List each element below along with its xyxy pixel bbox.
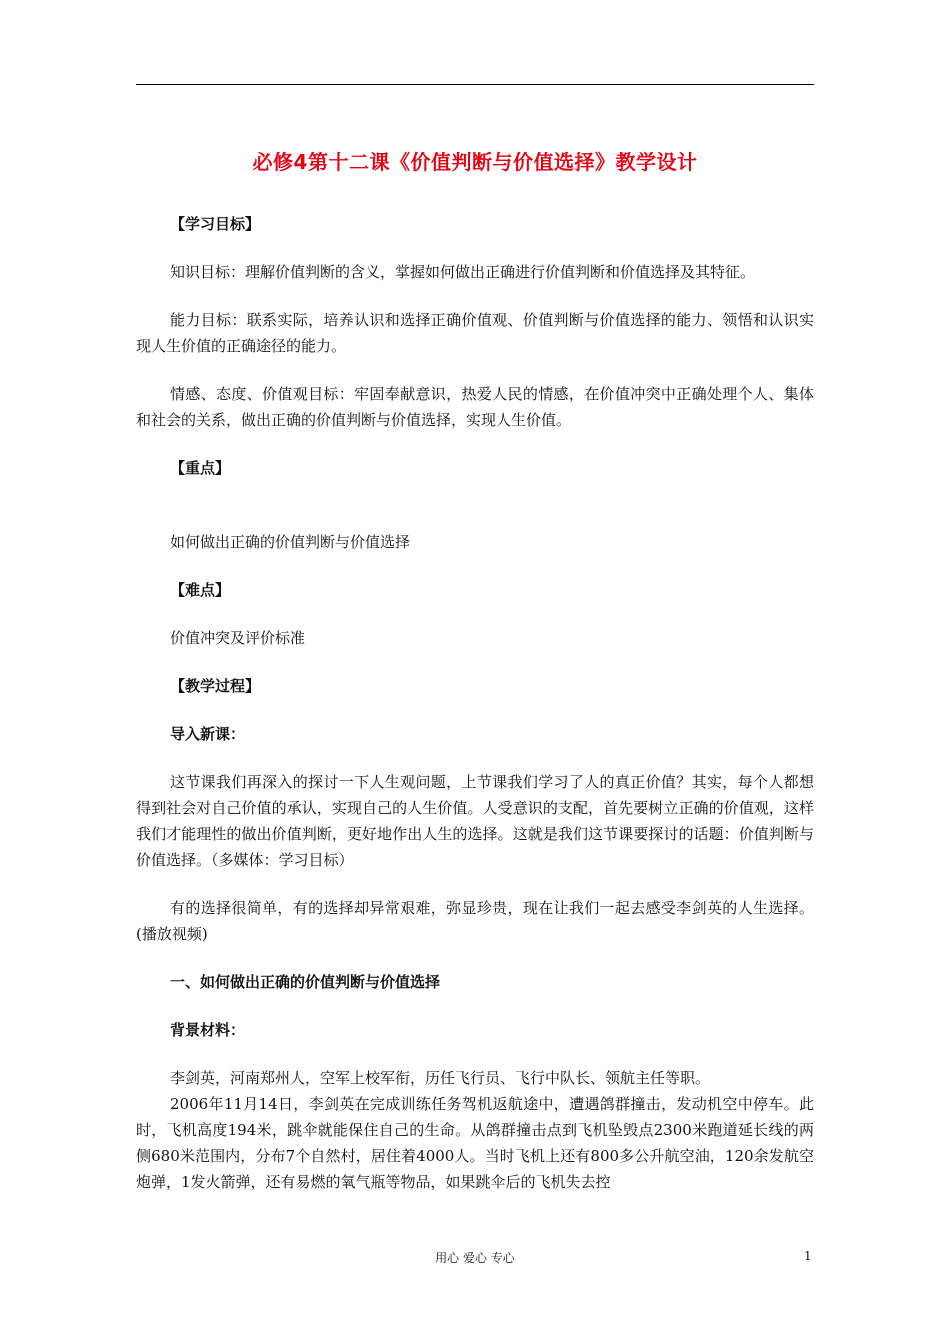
key-text: 如何做出正确的价值判断与价值选择 — [170, 533, 411, 551]
key-heading: 【重点】 — [170, 459, 231, 477]
page-number: 1 — [804, 1249, 812, 1263]
intro-heading: 导入新课： — [170, 725, 246, 743]
difficult-text: 价值冲突及评价标准 — [170, 629, 306, 647]
knowledge-objective: 知识目标：理解价值判断的含义，掌握如何做出正确进行价值判断和价值选择及其特征。 — [170, 263, 756, 281]
process-heading: 【教学过程】 — [170, 677, 261, 695]
difficult-heading: 【难点】 — [170, 581, 231, 599]
emotion-objective: 情感、态度、价值观目标：牢固奉献意识，热爱人民的情感，在价值冲突中正确处理个人、集体和社会的关系，做出正确的价值判断与价值选择，实现人生价值。 — [136, 385, 814, 429]
document-title: 必修4第十二课《价值判断与价值选择》教学设计 — [252, 150, 698, 174]
background-paragraph-2: 2006年11月14日，李剑英在完成训练任务驾机返航途中，遭遇鸽群撞击，发动机空中停车。此时，飞机高度194米，跳伞就能保住自己的生命。从鸽群撞击点到飞机坠毁点2300米跑道延长线的两侧680米范围内，分布7个自然村，居住着4000人。当时飞机上还有800多公升航空油，120余发航空炮弹，1发火箭弹，还有易燃的氧气瓶等物品，如果跳伞后的飞机失去控 — [136, 1095, 814, 1191]
intro-paragraph-1: 这节课我们再深入的探讨一下人生观问题，上节课我们学习了人的真正价值？其实，每个人都想得到社会对自己价值的承认，实现自己的人生价值。人受意识的支配，首先要树立正确的价值观，这样我们才能理性的做出价值判断，更好地作出人生的选择。这就是我们这节课要探讨的话题：价值判断与价值选择。（多媒体：学习目标） — [136, 773, 814, 869]
background-paragraph-1: 李剑英，河南郑州人，空军上校军衔，历任飞行员、飞行中队长、领航主任等职。 — [170, 1069, 711, 1087]
header-rule — [136, 84, 814, 85]
footer-motto: 用心 爱心 专心 — [435, 1251, 515, 1265]
part1-heading: 一、如何做出正确的价值判断与价值选择 — [170, 973, 441, 991]
ability-objective: 能力目标：联系实际，培养认识和选择正确价值观、价值判断与价值选择的能力、领悟和认识实现人生价值的正确途径的能力。 — [136, 311, 814, 355]
background-heading: 背景材料： — [170, 1021, 246, 1039]
objectives-heading: 【学习目标】 — [170, 215, 261, 233]
document-body — [136, 205, 814, 1195]
intro-paragraph-2: 有的选择很简单，有的选择却异常艰难，弥显珍贵，现在让我们一起去感受李剑英的人生选择。(播放视频) — [136, 899, 814, 943]
